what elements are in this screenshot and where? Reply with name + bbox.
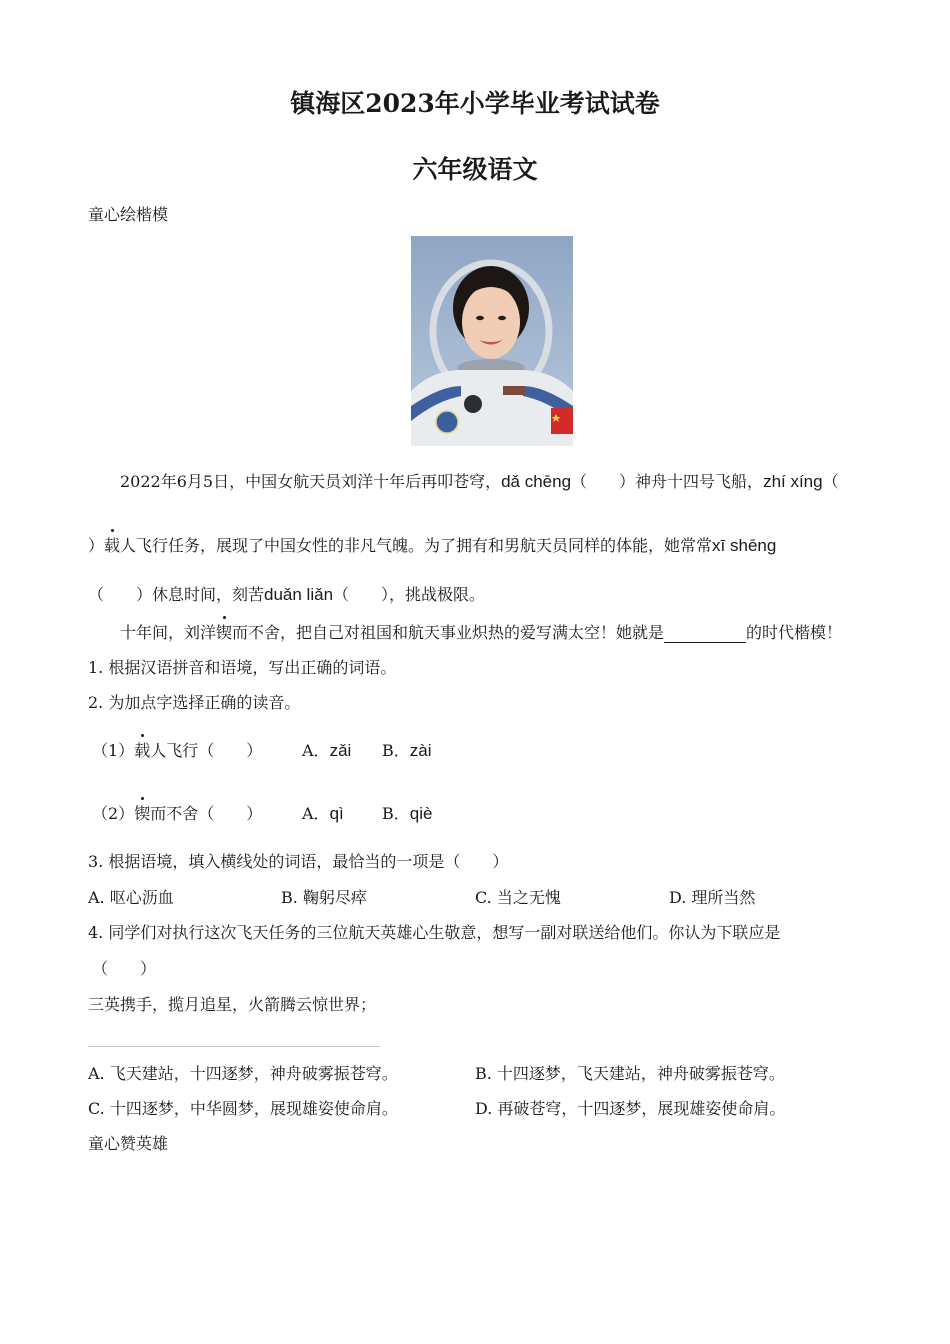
dotted-character: 载 (134, 741, 151, 760)
question-1: 1. 根据汉语拼音和语境，写出正确的词语。 (88, 658, 397, 677)
question-2-item-1: （1）载人飞行（ ） (92, 741, 263, 760)
option-b[interactable]: B. 鞠躬尽瘁 (281, 888, 367, 907)
passage-line-2 (88, 536, 776, 556)
pinyin-prompt: zhí xíng (763, 472, 823, 491)
pinyin-prompt: xī shēng (712, 536, 777, 555)
astronaut-photo (411, 236, 573, 446)
option-b[interactable]: B．qiè (382, 804, 433, 823)
section-heading: 童心绘楷模 (88, 205, 169, 224)
section-heading: 童心赞英雄 (88, 1134, 169, 1153)
passage-text: 2022年6月5日，中国女航天员刘洋十年后再叩苍穹， (120, 472, 502, 491)
dotted-character: 载 (104, 536, 121, 555)
exam-subtitle: 六年级语文 (412, 155, 538, 184)
answer-blank[interactable]: （ ）神舟十四号飞船， (571, 472, 764, 491)
passage-text: 的时代楷模！ (746, 623, 843, 642)
answer-blank[interactable]: ） (88, 536, 105, 555)
fill-in-blank-line[interactable] (664, 626, 746, 643)
divider (88, 1046, 380, 1047)
question-3: 3. 根据语境，填入横线处的词语，最恰当的一项是（ ） (88, 852, 509, 871)
option-b[interactable]: B．zài (382, 741, 432, 760)
option-c[interactable]: C. 十四逐梦，中华圆梦，展现雄姿使命肩。 (88, 1099, 398, 1118)
pinyin-prompt: duǎn liǎn (264, 585, 334, 604)
answer-paren[interactable]: （ ） (92, 959, 157, 978)
passage-text: 而不舍，把自己对祖国和航天事业炽热的爱写满太空！她就是 (232, 623, 665, 642)
question-2: 2. 为加点字选择正确的读音。 (88, 693, 301, 712)
question-2-item-2: （2）锲而不舍（ ） (92, 804, 263, 823)
passage-text: 十年间，刘洋 (120, 623, 217, 642)
option-d[interactable]: D. 理所当然 (669, 888, 756, 907)
pinyin-prompt: dǎ chēng (501, 472, 572, 491)
exam-title: 镇海区2023年小学毕业考试试卷 (290, 89, 660, 118)
option-a[interactable]: A．zǎi (302, 741, 352, 760)
passage-line-3 (88, 585, 485, 605)
option-d[interactable]: D. 再破苍穹，十四逐梦，展现雄姿使命肩。 (475, 1099, 786, 1118)
couplet-upper-line: 三英携手，揽月追星，火箭腾云惊世界； (88, 995, 377, 1014)
option-c[interactable]: C. 当之无愧 (475, 888, 561, 907)
passage-text: 人飞行任务，展现了中国女性的非凡气魄。为了拥有和男航天员同样的体能，她常常 (120, 536, 713, 555)
option-a[interactable]: A．qì (302, 804, 344, 823)
option-a[interactable]: A. 飞天建站，十四逐梦，神舟破雾振苍穹。 (88, 1064, 398, 1083)
answer-blank[interactable]: （ ）休息时间，刻苦 (88, 585, 265, 604)
dotted-character: 锲 (134, 804, 151, 823)
question-4: 4. 同学们对执行这次飞天任务的三位航天英雄心生敬意，想写一副对联送给他们。你认为下联应是 (88, 923, 781, 942)
option-a[interactable]: A. 呕心沥血 (88, 888, 174, 907)
passage-line-4 (120, 623, 842, 643)
passage-line-1 (120, 472, 839, 492)
answer-blank[interactable]: （ (822, 472, 839, 491)
dotted-character: 锲 (216, 623, 233, 642)
option-b[interactable]: B. 十四逐梦，飞天建站，神舟破雾振苍穹。 (475, 1064, 785, 1083)
answer-blank[interactable]: （ ），挑战极限。 (333, 585, 486, 604)
